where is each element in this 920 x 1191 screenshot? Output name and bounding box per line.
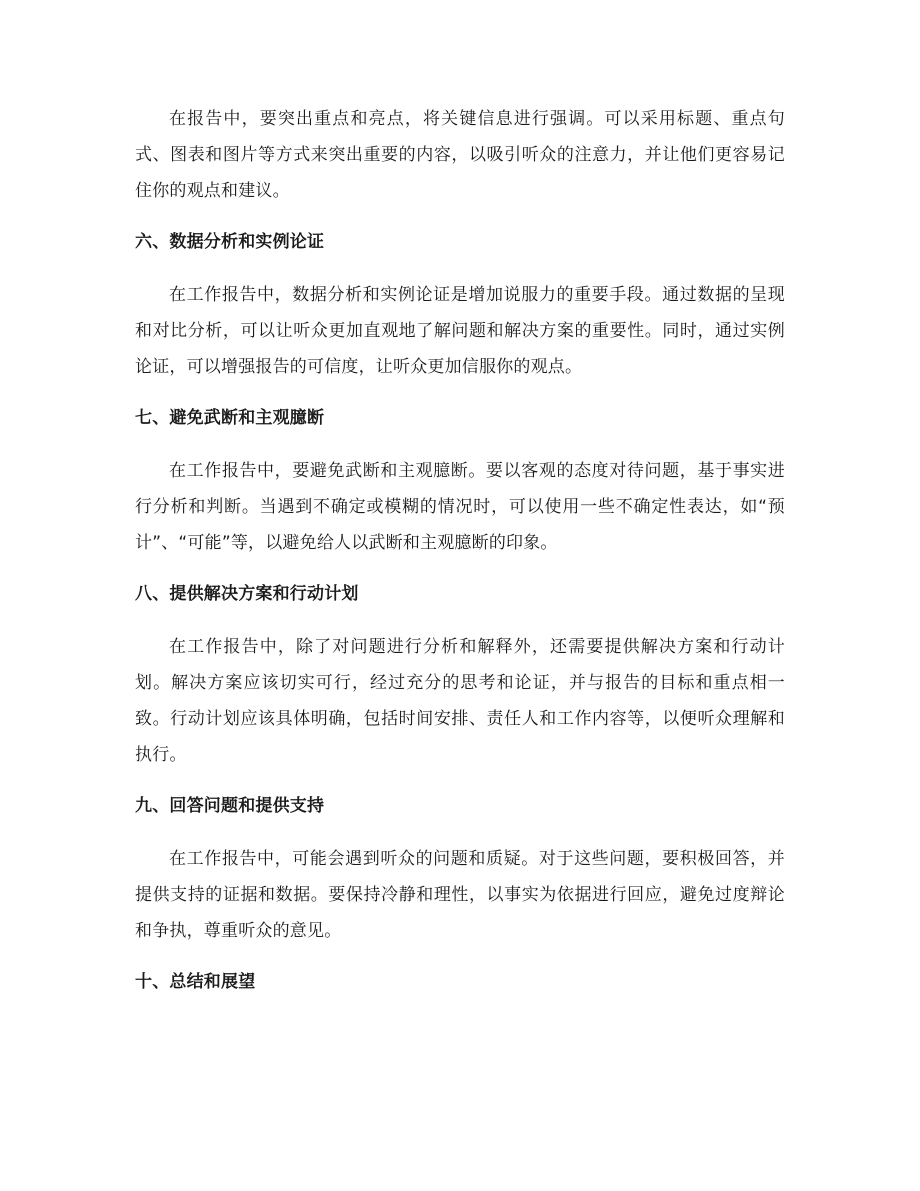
paragraph-highlight-key-points: 在报告中，要突出重点和亮点，将关键信息进行强调。可以采用标题、重点句式、图表和图片等方式来突出重要的内容，以吸引听众的注意力，并让他们更容易记住你的观点和建议。: [135, 109, 785, 201]
paragraph-data-analysis: 在工作报告中，数据分析和实例论证是增加说服力的重要手段。通过数据的呈现和对比分析，可以让听众更加直观地了解问题和解决方案的重要性。同时，通过实例论证，可以增强报告的可信度，让听众更加信服你的观点。: [135, 285, 785, 377]
heading-section-8: 八、提供解决方案和行动计划: [135, 584, 359, 604]
paragraph-avoid-arbitrary: 在工作报告中，要避免武断和主观臆断。要以客观的态度对待问题，基于事实进行分析和判断。当遇到不确定或模糊的情况时，可以使用一些不确定性表达，如“预计”、“可能”等，以避免给人以武断和主观臆断的印象。: [135, 461, 785, 553]
document-page: [135, 101, 785, 997]
paragraph-solutions-plan: 在工作报告中，除了对问题进行分析和解释外，还需要提供解决方案和行动计划。解决方案应该切实可行，经过充分的思考和论证，并与报告的目标和重点相一致。行动计划应该具体明确，包括时间安排、责任人和工作内容等，以便听众理解和执行。: [135, 637, 785, 765]
heading-section-10: 十、总结和展望: [135, 972, 256, 992]
paragraph-answer-questions: 在工作报告中，可能会遇到听众的问题和质疑。对于这些问题，要积极回答，并提供支持的证据和数据。要保持冷静和理性，以事实为依据进行回应，避免过度辩论和争执，尊重听众的意见。: [135, 849, 785, 941]
heading-section-6: 六、数据分析和实例论证: [135, 232, 325, 252]
heading-section-9: 九、回答问题和提供支持: [135, 796, 325, 816]
heading-section-7: 七、避免武断和主观臆断: [135, 408, 325, 428]
